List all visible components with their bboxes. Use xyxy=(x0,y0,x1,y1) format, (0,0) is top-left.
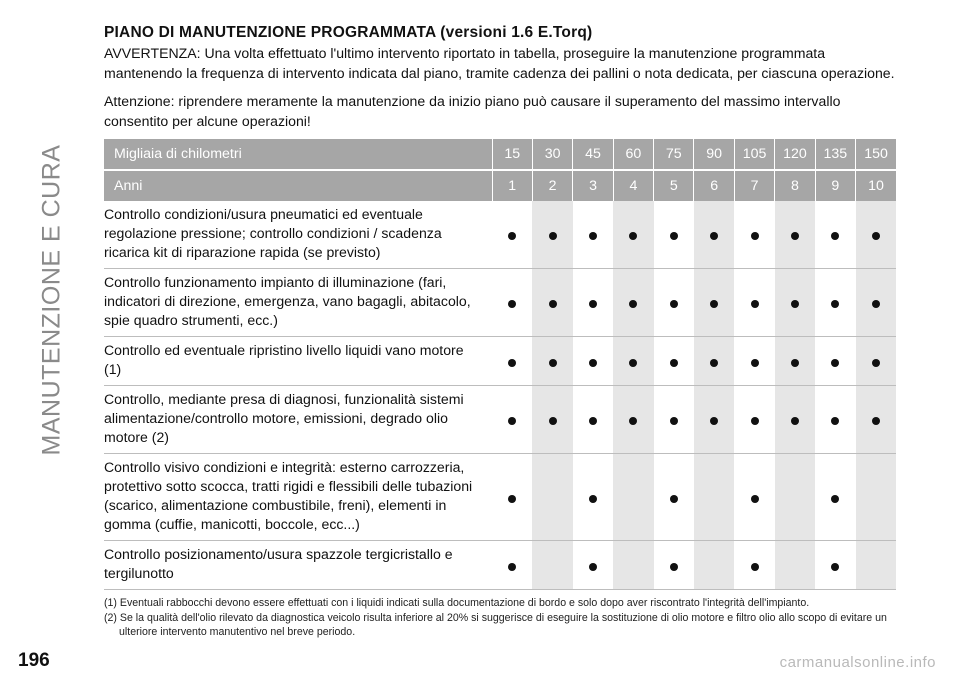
scheduled-dot-icon xyxy=(831,563,839,571)
scheduled-dot-icon xyxy=(751,359,759,367)
attention-paragraph: Attenzione: riprendere meramente la manutenzione da inizio piano può causare il superamento del massimo intervallo consentito per alcune operazioni! xyxy=(104,93,841,129)
interval-cell xyxy=(775,386,815,454)
table-row xyxy=(104,337,896,386)
scheduled-dot-icon xyxy=(751,300,759,308)
warning-paragraph: AVVERTENZA: Una volta effettuato l'ultimo intervento riportato in tabella, proseguire la manutenzione programmata mantenendo la frequenza di intervento indicata dal piano, tramite cadenza dei pallini o nota dedicata, per ciascuna operazione. xyxy=(104,45,895,81)
scheduled-dot-icon xyxy=(872,359,880,367)
scheduled-dot-icon xyxy=(589,417,597,425)
section-side-title: MANUTENZIONE E CURA xyxy=(37,144,66,456)
scheduled-dot-icon xyxy=(831,300,839,308)
table-row xyxy=(104,386,896,454)
interval-cell xyxy=(573,269,613,337)
km-cell: 135 xyxy=(815,139,855,170)
scheduled-dot-icon xyxy=(589,563,597,571)
year-cell: 5 xyxy=(654,170,694,201)
interval-cell xyxy=(532,269,572,337)
km-header-row xyxy=(104,139,896,170)
km-cell: 45 xyxy=(573,139,613,170)
interval-cell xyxy=(734,201,774,269)
page-heading: PIANO DI MANUTENZIONE PROGRAMMATA (versioni 1.6 E.Torq) xyxy=(104,24,593,41)
interval-cell xyxy=(775,201,815,269)
scheduled-dot-icon xyxy=(670,359,678,367)
km-header-label: Migliaia di chilometri xyxy=(104,139,492,170)
page-number: 196 xyxy=(18,650,50,671)
km-cell: 150 xyxy=(856,139,896,170)
document-content xyxy=(104,24,896,640)
interval-cell xyxy=(532,337,572,386)
scheduled-dot-icon xyxy=(751,232,759,240)
footnotes xyxy=(104,596,896,639)
interval-cell xyxy=(532,201,572,269)
operation-label: Controllo, mediante presa di diagnosi, funzionalità sistemi alimentazione/controllo motore, emissioni, degrado olio motore (2) xyxy=(104,386,492,454)
scheduled-dot-icon xyxy=(670,563,678,571)
interval-cell xyxy=(815,269,855,337)
scheduled-dot-icon xyxy=(791,359,799,367)
table-row xyxy=(104,541,896,590)
interval-cell xyxy=(694,386,734,454)
scheduled-dot-icon xyxy=(670,417,678,425)
scheduled-dot-icon xyxy=(508,563,516,571)
scheduled-dot-icon xyxy=(589,495,597,503)
year-cell: 10 xyxy=(856,170,896,201)
interval-cell xyxy=(654,541,694,590)
scheduled-dot-icon xyxy=(831,495,839,503)
interval-cell xyxy=(775,269,815,337)
scheduled-dot-icon xyxy=(872,232,880,240)
scheduled-dot-icon xyxy=(791,232,799,240)
maintenance-table xyxy=(104,139,896,590)
scheduled-dot-icon xyxy=(831,359,839,367)
interval-cell xyxy=(492,201,532,269)
footnote-2: (2) Se la qualità dell'olio rilevato da diagnostica veicolo risulta inferiore al 20% si suggerisce di eseguire la sostituzione di olio motore e filtro olio allo scopo di evitare un ulteriore intervento manutentivo nel breve periodo. xyxy=(104,612,887,638)
km-cell: 15 xyxy=(492,139,532,170)
table-row xyxy=(104,269,896,337)
interval-cell xyxy=(492,541,532,590)
scheduled-dot-icon xyxy=(831,232,839,240)
interval-cell xyxy=(492,386,532,454)
year-cell: 6 xyxy=(694,170,734,201)
km-cell: 30 xyxy=(532,139,572,170)
interval-cell xyxy=(734,337,774,386)
scheduled-dot-icon xyxy=(710,232,718,240)
scheduled-dot-icon xyxy=(508,300,516,308)
scheduled-dot-icon xyxy=(670,232,678,240)
year-cell: 1 xyxy=(492,170,532,201)
interval-cell xyxy=(654,454,694,541)
interval-cell xyxy=(856,337,896,386)
interval-cell xyxy=(613,201,653,269)
operation-label: Controllo posizionamento/usura spazzole tergicristallo e tergilunotto xyxy=(104,541,492,590)
scheduled-dot-icon xyxy=(670,300,678,308)
year-cell: 2 xyxy=(532,170,572,201)
scheduled-dot-icon xyxy=(791,417,799,425)
scheduled-dot-icon xyxy=(589,359,597,367)
interval-cell xyxy=(492,337,532,386)
operation-label: Controllo condizioni/usura pneumatici ed eventuale regolazione pressione; controllo condizioni / scadenza ricarica kit di riparazione rapida (se previsto) xyxy=(104,201,492,269)
scheduled-dot-icon xyxy=(549,232,557,240)
scheduled-dot-icon xyxy=(629,300,637,308)
interval-cell xyxy=(694,541,734,590)
interval-cell xyxy=(734,386,774,454)
interval-cell xyxy=(532,386,572,454)
interval-cell xyxy=(654,386,694,454)
km-cell: 90 xyxy=(694,139,734,170)
interval-cell xyxy=(654,337,694,386)
scheduled-dot-icon xyxy=(751,563,759,571)
scheduled-dot-icon xyxy=(751,417,759,425)
scheduled-dot-icon xyxy=(549,417,557,425)
interval-cell xyxy=(613,269,653,337)
interval-cell xyxy=(573,541,613,590)
interval-cell xyxy=(734,454,774,541)
interval-cell xyxy=(856,386,896,454)
table-row xyxy=(104,454,896,541)
years-header-label: Anni xyxy=(104,170,492,201)
interval-cell xyxy=(694,337,734,386)
years-header-row xyxy=(104,170,896,201)
interval-cell xyxy=(532,541,572,590)
year-cell: 8 xyxy=(775,170,815,201)
interval-cell xyxy=(573,337,613,386)
interval-cell xyxy=(654,269,694,337)
interval-cell xyxy=(694,269,734,337)
km-cell: 75 xyxy=(654,139,694,170)
interval-cell xyxy=(815,454,855,541)
year-cell: 9 xyxy=(815,170,855,201)
interval-cell xyxy=(613,454,653,541)
km-cell: 60 xyxy=(613,139,653,170)
operation-label: Controllo visivo condizioni e integrità: esterno carrozzeria, protettivo sotto scocca, tratti rigidi e flessibili delle tubazioni (scarico, alimentazione combustibile, freni), elementi in gomma (cuffie, manicotti, boccole, ecc...) xyxy=(104,454,492,541)
operation-label: Controllo funzionamento impianto di illuminazione (fari, indicatori di direzione, emergenza, vano bagagli, abitacolo, spie quadro strumenti, ecc.) xyxy=(104,269,492,337)
interval-cell xyxy=(815,201,855,269)
interval-cell xyxy=(775,337,815,386)
interval-cell xyxy=(734,541,774,590)
watermark: carmanualsonline.info xyxy=(779,654,936,671)
km-cell: 105 xyxy=(734,139,774,170)
interval-cell xyxy=(694,454,734,541)
interval-cell xyxy=(734,269,774,337)
table-row xyxy=(104,201,896,269)
scheduled-dot-icon xyxy=(710,359,718,367)
scheduled-dot-icon xyxy=(629,232,637,240)
interval-cell xyxy=(815,386,855,454)
scheduled-dot-icon xyxy=(710,300,718,308)
interval-cell xyxy=(613,337,653,386)
scheduled-dot-icon xyxy=(549,300,557,308)
interval-cell xyxy=(613,541,653,590)
scheduled-dot-icon xyxy=(670,495,678,503)
scheduled-dot-icon xyxy=(629,359,637,367)
interval-cell xyxy=(492,454,532,541)
scheduled-dot-icon xyxy=(751,495,759,503)
interval-cell xyxy=(694,201,734,269)
interval-cell xyxy=(492,269,532,337)
scheduled-dot-icon xyxy=(710,417,718,425)
interval-cell xyxy=(573,454,613,541)
scheduled-dot-icon xyxy=(831,417,839,425)
interval-cell xyxy=(856,201,896,269)
interval-cell xyxy=(815,541,855,590)
scheduled-dot-icon xyxy=(872,300,880,308)
operation-label: Controllo ed eventuale ripristino livello liquidi vano motore (1) xyxy=(104,337,492,386)
footnote-1: (1) Eventuali rabbocchi devono essere effettuati con i liquidi indicati sulla documentazione di bordo e solo dopo aver riscontrato l'integrità dell'impianto. xyxy=(104,597,810,609)
km-cell: 120 xyxy=(775,139,815,170)
interval-cell xyxy=(613,386,653,454)
interval-cell xyxy=(856,454,896,541)
interval-cell xyxy=(775,454,815,541)
scheduled-dot-icon xyxy=(508,417,516,425)
interval-cell xyxy=(573,201,613,269)
scheduled-dot-icon xyxy=(508,359,516,367)
interval-cell xyxy=(532,454,572,541)
scheduled-dot-icon xyxy=(508,232,516,240)
scheduled-dot-icon xyxy=(549,359,557,367)
scheduled-dot-icon xyxy=(791,300,799,308)
scheduled-dot-icon xyxy=(589,300,597,308)
interval-cell xyxy=(815,337,855,386)
scheduled-dot-icon xyxy=(589,232,597,240)
interval-cell xyxy=(654,201,694,269)
year-cell: 3 xyxy=(573,170,613,201)
interval-cell xyxy=(856,541,896,590)
year-cell: 7 xyxy=(734,170,774,201)
scheduled-dot-icon xyxy=(508,495,516,503)
interval-cell xyxy=(573,386,613,454)
interval-cell xyxy=(775,541,815,590)
year-cell: 4 xyxy=(613,170,653,201)
scheduled-dot-icon xyxy=(629,417,637,425)
maintenance-table-body xyxy=(104,201,896,590)
scheduled-dot-icon xyxy=(872,417,880,425)
interval-cell xyxy=(856,269,896,337)
